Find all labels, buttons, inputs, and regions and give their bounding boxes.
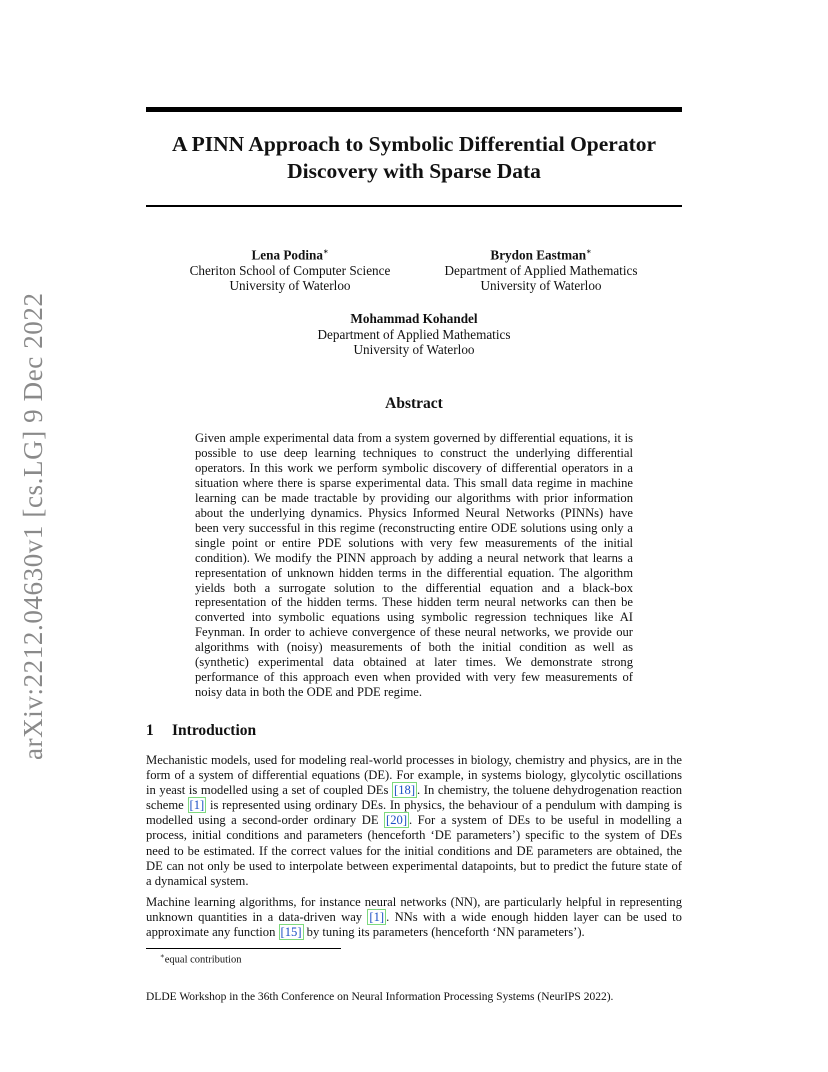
author-name: Lena Podina∗ [251, 247, 329, 263]
author-block-eastman [420, 244, 662, 294]
citation-link[interactable]: [15] [280, 925, 302, 940]
author-university: University of Waterloo [480, 278, 602, 294]
intro-paragraph-1: Mechanistic models, used for modeling real-world processes in biology, chemistry and physics, are in the form of a system of differential equations (DE). For example, in systems biology, glycolytic oscillations in yeast is modelled using a set of coupled DEs [18] . In chemistry, the toluene dehydrogenation reaction scheme [1] is represented using ordinary DEs. In physics, the behaviour of a pendulum with damping is modelled using a second-order ordinary DE [20] . For a system of DEs to be useful in modelling a process, initial conditions and parameters (henceforth ‘DE parameters’) specific to the system of DEs need to be estimated. If the correct values for the initial conditions and DE parameters are obtained, the DE can not only be used to interpolate between experimental datapoints, but to predict the future state of a dynamical system. [146, 753, 682, 888]
arxiv-identifier-stamp: arXiv:2212.04630v1 [cs.LG] 9 Dec 2022 [18, 292, 48, 760]
intro-paragraph-2: Machine learning algorithms, for instance neural networks (NN), are particularly helpful in representing unknown quantities in a data-driven way [1] . NNs with a wide enough hidden layer can be used to approximate any function [15] by tuning its parameters (henceforth ‘NN parameters’). [146, 894, 682, 940]
footnote [160, 952, 241, 966]
venue-note: DLDE Workshop in the 36th Conference on Neural Information Processing Systems (NeurIPS 2022). [146, 991, 614, 1003]
author-block-kohandel [264, 311, 564, 358]
paper-title [146, 131, 682, 185]
citation-link[interactable]: [1] [189, 798, 205, 813]
citation-link[interactable]: [1] [369, 909, 385, 924]
equal-contribution-mark: ∗ [322, 247, 329, 256]
footnote-rule [146, 948, 341, 949]
footnote-mark: ∗ [160, 952, 165, 960]
title-line-1: A PINN Approach to Symbolic Differential Operator [171, 132, 657, 156]
author-affiliation: Cheriton School of Computer Science [189, 262, 391, 278]
author-university: University of Waterloo [229, 278, 351, 294]
author-name: Brydon Eastman∗ [490, 247, 592, 263]
title-bottom-rule [146, 205, 682, 207]
section-title: Introduction [172, 722, 257, 739]
equal-contribution-mark: ∗ [586, 247, 592, 256]
author-affiliation: Department of Applied Mathematics [444, 262, 638, 278]
author-name: Mohammad Kohandel [350, 311, 478, 326]
citation-link[interactable]: [18] [394, 783, 416, 798]
author-affiliation: Department of Applied Mathematics [317, 326, 511, 342]
section-heading-introduction [146, 722, 256, 740]
author-block-podina [160, 244, 420, 294]
title-top-rule [146, 107, 682, 112]
author-university: University of Waterloo [353, 342, 475, 357]
introduction-body [146, 753, 682, 946]
footnote-text: equal contribution [164, 954, 242, 966]
abstract-text: Given ample experimental data from a system governed by differential equations, it is possible to use deep learning techniques to construct the underlying differential operators. In this work we perform symbolic discovery of differential operators in a situation where there is sparse experimental data. This small data regime in machine learning can be made tractable by providing our algorithms with prior information about the underlying dynamics. Physics Informed Neural Networks (PINNs) have been very successful in this regime (reconstructing entire ODE solutions using only a single point or entire PDE solutions with very few measurements of the initial condition). We modify the PINN approach by adding a neural network that learns a representation of unknown hidden terms in the differential equation. The algorithm yields both a surrogate solution to the differential equation and a black-box representation of the hidden terms. These hidden term neural networks can then be converted into symbolic equations using symbolic regression techniques like AI Feynman. In order to achieve convergence of these neural networks, we provide our algorithms with (noisy) measurements of both the initial condition as well as (synthetic) experimental data obtained at later times. We demonstrate strong performance of this approach even when provided with very few measurements of noisy data in both the ODE and PDE regime. [195, 431, 633, 700]
abstract-heading: Abstract [385, 395, 443, 412]
citation-link[interactable]: [20] [386, 813, 408, 828]
section-number: 1 [146, 722, 154, 739]
title-line-2: Discovery with Sparse Data [287, 159, 541, 183]
